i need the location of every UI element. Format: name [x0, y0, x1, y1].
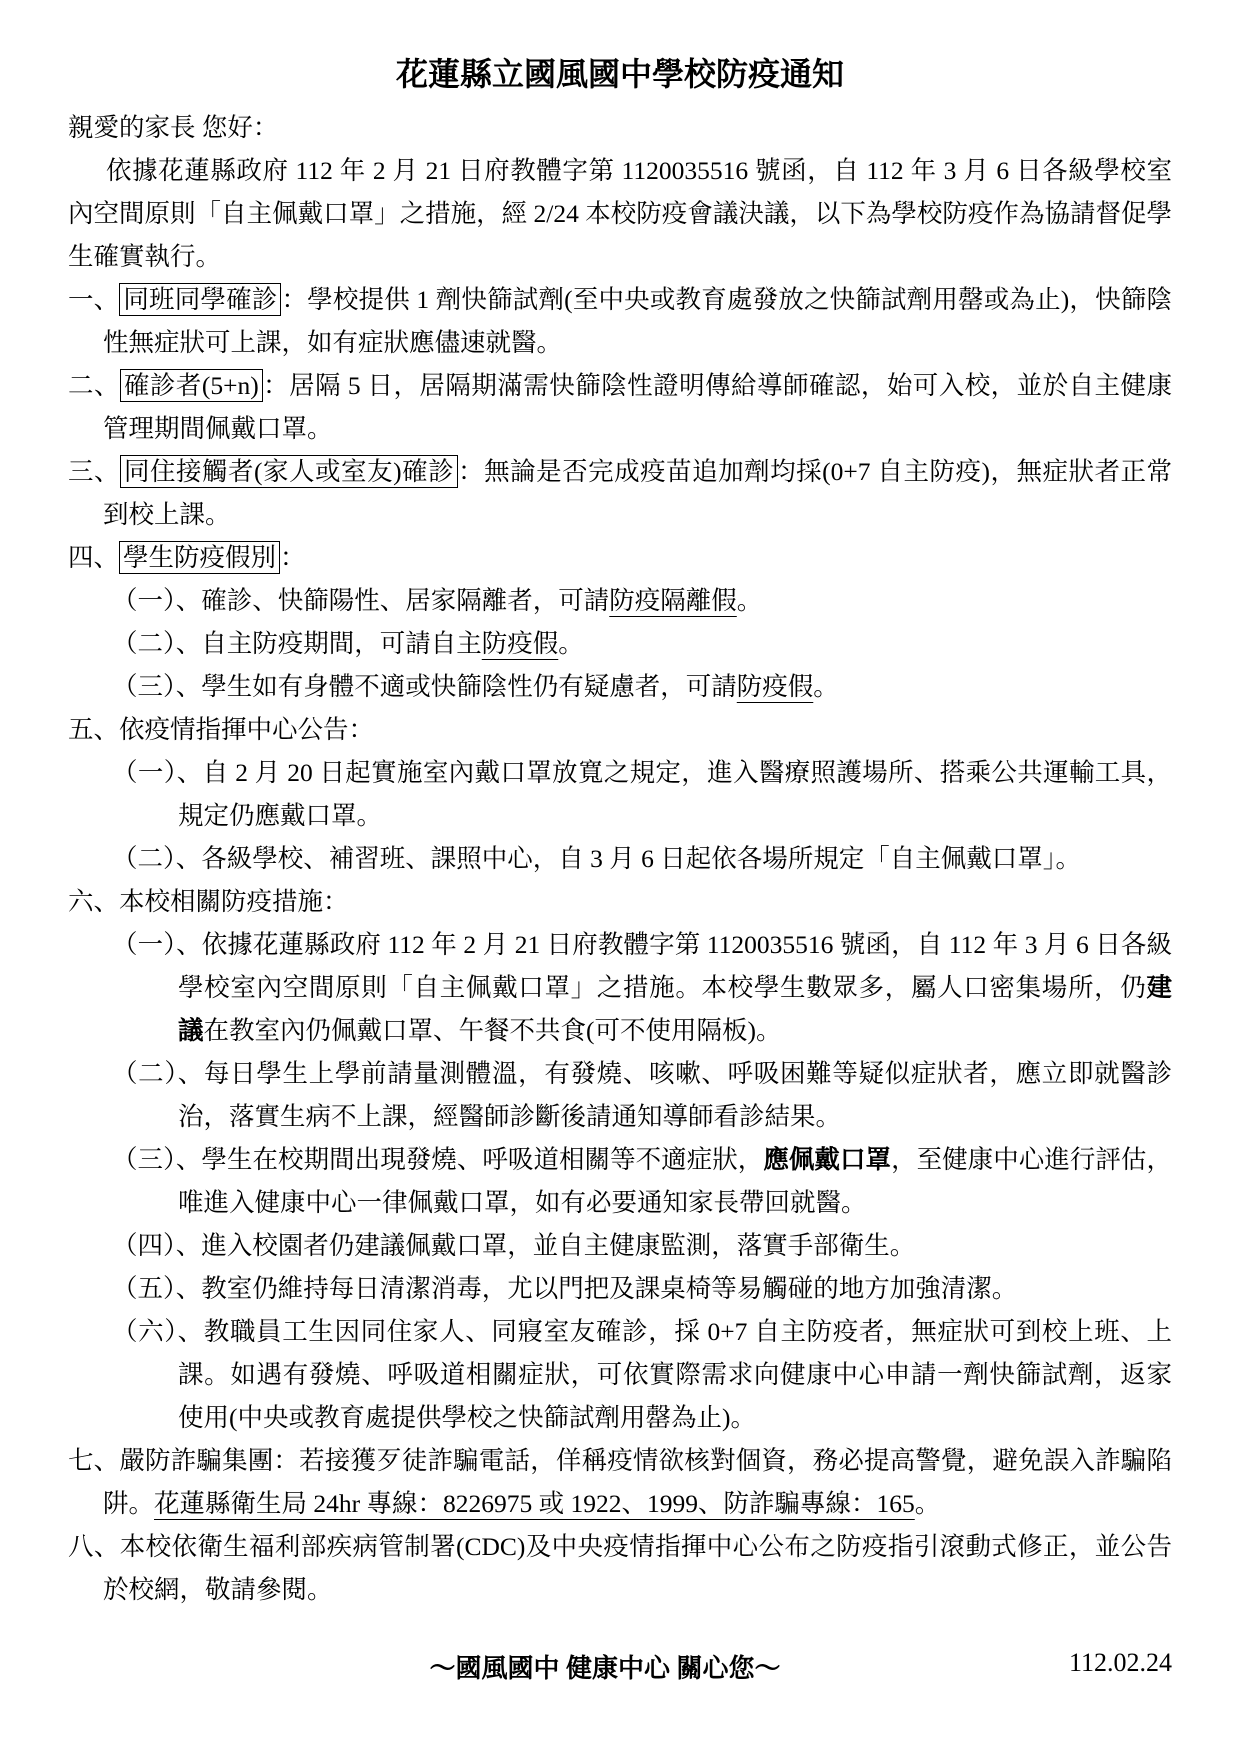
- footer-slogan: ～國風國中 健康中心 關心您～: [429, 1654, 781, 1683]
- text-run: 一、: [68, 285, 120, 314]
- list-item-level2: [68, 751, 1172, 837]
- notice-body: [68, 106, 1172, 1611]
- list-item-level2: [68, 1138, 1172, 1224]
- intro-paragraph: [68, 149, 1172, 278]
- text-run: （二）、自主防疫期間，可請自主: [112, 629, 482, 658]
- text-run: 三、: [68, 457, 121, 486]
- text-run: 依據花蓮縣政府 112 年 2 月 21 日府教體字第 1120035516 號函，自 112 年 3 月 6 日各級學校室內空間原則「自主佩戴口罩」之措施，經 2/24 本校防疫會議決議，以下為學校防疫作為協請督促學生確實執行。: [68, 156, 1172, 271]
- footer-date: 112.02.24: [1068, 1648, 1172, 1677]
- bold-phrase: 建議: [178, 973, 1172, 1045]
- text-run: 八、本校依衛生福利部疾病管制署(CDC)及中央疫情指揮中心公布之防疫指引滾動式修正，並公告於校網，敬請參閱。: [68, 1532, 1172, 1604]
- underlined-phrase: 防疫假: [481, 629, 559, 658]
- list-item-level1: [68, 364, 1172, 450]
- list-item-level1: [68, 880, 1172, 923]
- boxed-term: 同住接觸者(家人或室友)確診: [120, 455, 458, 488]
- text-run: （二）、各級學校、補習班、課照中心，自 3 月 6 日起依各場所規定「自主佩戴口罩」。: [112, 844, 1082, 873]
- text-run: （六）、教職員工生因同住家人、同寢室友確診，採 0+7 自主防疫者，無症狀可到校上班、上課。如遇有發燒、呼吸道相關症狀，可依實際需求向健康中心申請一劑快篩試劑，返家使用(中央或教育處提供學校之快篩試劑用罄為止)。: [112, 1317, 1172, 1432]
- text-run: ，至健康中心進行評估，唯進入健康中心一律佩戴口罩，如有必要通知家長帶回就醫。: [178, 1145, 1172, 1217]
- boxed-term: 學生防疫假別: [119, 541, 280, 574]
- underlined-phrase: 防疫隔離假: [609, 586, 737, 615]
- text-run: （三）、學生如有身體不適或快篩陰性仍有疑慮者，可請: [112, 672, 737, 701]
- text-run: （一）、自 2 月 20 日起實施室內戴口罩放寬之規定，進入醫療照護場所、搭乘公共運輸工具，規定仍應戴口罩。: [112, 758, 1172, 830]
- text-run: ：無論是否完成疫苗追加劑均採(0+7 自主防疫)，無症狀者正常到校上課。: [103, 457, 1172, 529]
- list-item-level1: [68, 708, 1172, 751]
- text-run: 四、: [68, 543, 120, 572]
- text-run: ：學校提供 1 劑快篩試劑(至中央或教育處發放之快篩試劑用罄或為止)，快篩陰性無症狀可上課，如有症狀應儘速就醫。: [103, 285, 1172, 357]
- page-title: 花蓮縣立國風國中學校防疫通知: [395, 56, 844, 92]
- list-item-level2: [68, 923, 1172, 1052]
- list-item-level1: [68, 278, 1172, 364]
- list-item-level2: [68, 622, 1172, 665]
- list-item-level1: [68, 1525, 1172, 1611]
- underlined-phrase: 防疫假: [736, 672, 814, 701]
- list-item-level1: [68, 450, 1172, 536]
- text-run: （五）、教室仍維持每日清潔消毒，尤以門把及課桌椅等易觸碰的地方加強清潔。: [112, 1274, 1018, 1303]
- list-item-level1: [68, 1439, 1172, 1525]
- text-run: 。: [914, 1489, 941, 1518]
- list-item-level2: [68, 579, 1172, 622]
- text-run: 親愛的家長 您好：: [68, 113, 279, 142]
- list-item-level2: [68, 1267, 1172, 1310]
- text-run: 在教室內仍佩戴口罩、午餐不共食(可不使用隔板)。: [203, 1016, 782, 1045]
- text-run: 。: [736, 586, 763, 615]
- text-run: 。: [813, 672, 839, 701]
- page-footer: [68, 1648, 1172, 1691]
- list-item-level1: [68, 536, 1172, 579]
- greeting-line: [68, 106, 1172, 149]
- text-run: （三）、學生在校期間出現發燒、呼吸道相關等不適症狀，: [112, 1145, 764, 1174]
- list-item-level2: [68, 837, 1172, 880]
- list-item-level2: [68, 1310, 1172, 1439]
- text-run: 二、: [68, 371, 120, 400]
- text-run: 六、本校相關防疫措施：: [68, 887, 349, 916]
- list-item-level2: [68, 665, 1172, 708]
- underlined-phrase: 花蓮縣衛生局 24hr 專線：8226975 或 1922、1999、防詐騙專線：165: [154, 1489, 915, 1518]
- text-run: （一）、確診、快篩陽性、居家隔離者，可請: [112, 586, 610, 615]
- list-item-level2: [68, 1224, 1172, 1267]
- text-run: ：居隔 5 日，居隔期滿需快篩陰性證明傳給導師確認，始可入校，並於自主健康管理期間佩戴口罩。: [103, 371, 1172, 443]
- text-run: ：: [280, 543, 306, 572]
- boxed-term: 同班同學確診: [119, 283, 281, 316]
- text-run: （四）、進入校園者仍建議佩戴口罩，並自主健康監測，落實手部衛生。: [112, 1231, 916, 1260]
- text-run: 。: [558, 629, 584, 658]
- text-run: （二）、每日學生上學前請量測體溫，有發燒、咳嗽、呼吸困難等疑似症狀者，應立即就醫診治，落實生病不上課，經醫師診斷後請通知導師看診結果。: [112, 1059, 1172, 1131]
- text-run: 七、嚴防詐騙集團：若接獲歹徒詐騙電話，佯稱疫情欲核對個資，務必提高警覺，避免誤入詐騙陷阱。: [68, 1446, 1172, 1518]
- list-item-level2: [68, 1052, 1172, 1138]
- boxed-term: 確診者(5+n): [120, 369, 263, 402]
- text-run: 五、依疫情指揮中心公告：: [68, 715, 375, 744]
- text-run: （一）、依據花蓮縣政府 112 年 2 月 21 日府教體字第 1120035516 號函，自 112 年 3 月 6 日各級學校室內空間原則「自主佩戴口罩」之措施。本校學生數眾多，屬人口密集場所，仍: [112, 930, 1172, 1002]
- bold-phrase: 應佩戴口罩: [763, 1145, 892, 1174]
